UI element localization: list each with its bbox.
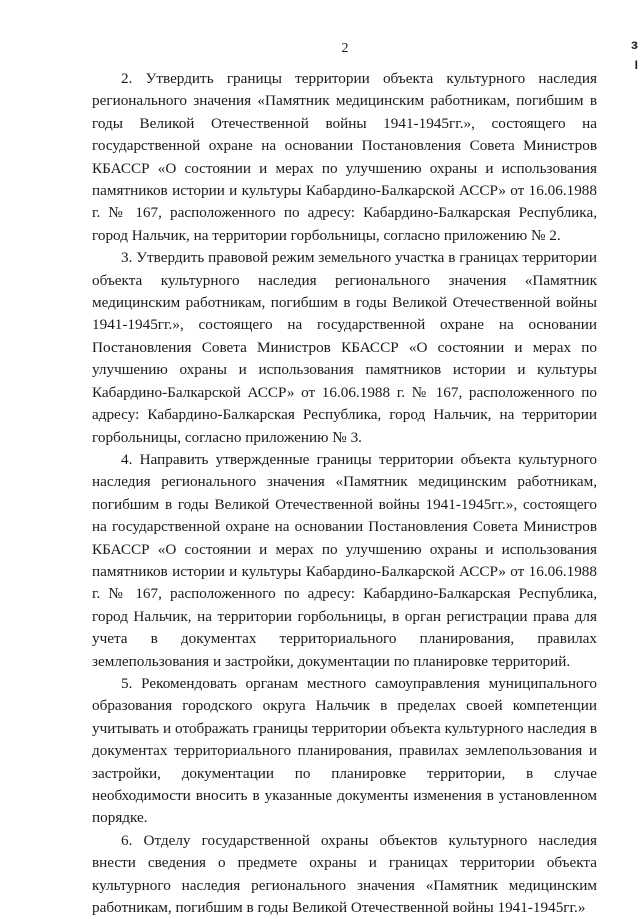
paragraph-item-4: 4. Направить утвержденные границы территории объекта культурного наследия регионального значения «Памятник медицинским работникам, погибшим в годы Великой Отечественной войны 1941-1945гг.», состоящего на государственной охране на основании Постановления Совета Министров КБАССР «О состоянии и мерах по улучшению охраны и использования памятников истории и культуры Кабардино-Балкарской АССР» от 16.06.1988 г. № 167, расположенного по адресу: Кабардино-Балкарская Республика, город Нальчик, на территории горбольницы, в орган регистрации права для учета в документах территориального планирования, правилах землепользования и застройки, документации по планировке территорий. xyxy=(92,450,597,670)
paragraph-item-5: 5. Рекомендовать органам местного самоуправления муниципального образования городского округа Нальчик в пределах своей компетенции учитывать и отображать границы территории объекта культурного наследия в документах территориального планирования, правилах землепользования и застройки, документации по планировке территории, в случае необходимости вносить в указанные документы изменения в установленном порядке. xyxy=(92,674,597,827)
paragraph-item-2: 2. Утвердить границы территории объекта культурного наследия регионального значения «Памятник медицинским работникам, погибшим в годы Великой Отечественной войны 1941-1945гг.», состоящего на государственной охране на основании Постановления Совета Министров КБАССР «О состоянии и мерах по улучшению охраны и использования памятников истории и культуры Кабардино-Балкарской АССР» от 16.06.1988 г. № 167, расположенного по адресу: Кабардино-Балкарская Республика, город Нальчик, на территории горбольницы, согласно приложению № 2. xyxy=(92,70,597,244)
paragraph-item-3: 3. Утвердить правовой режим земельного участка в границах территории объекта культурного наследия регионального значения «Памятник медицинским работникам, погибшим в годы Великой Отечественной войны 1941-1945гг.», состоящего на государственной охране на основании Постановления Совета Министров КБАССР «О состоянии и мерах по улучшению охраны и использования памятников истории и культуры Кабардино-Балкарской АССР» от 16.06.1988 г. № 167, расположенного по адресу: Кабардино-Балкарская Республика, город Нальчик, на территории горбольницы, согласно приложению № 3. xyxy=(92,249,597,446)
page-number: 2 xyxy=(341,41,349,56)
edge-mark-top: з xyxy=(631,36,638,52)
document-body xyxy=(92,68,597,919)
paragraph-item-6: 6. Отделу государственной охраны объектов культурного наследия внести сведения о предмете охраны и границах территории объекта культурного наследия регионального значения «Памятник медицинским работникам, погибшим в годы Великой Отечественной войны 1941-1945гг.» xyxy=(92,831,597,917)
edge-mark-second: I xyxy=(634,58,638,72)
